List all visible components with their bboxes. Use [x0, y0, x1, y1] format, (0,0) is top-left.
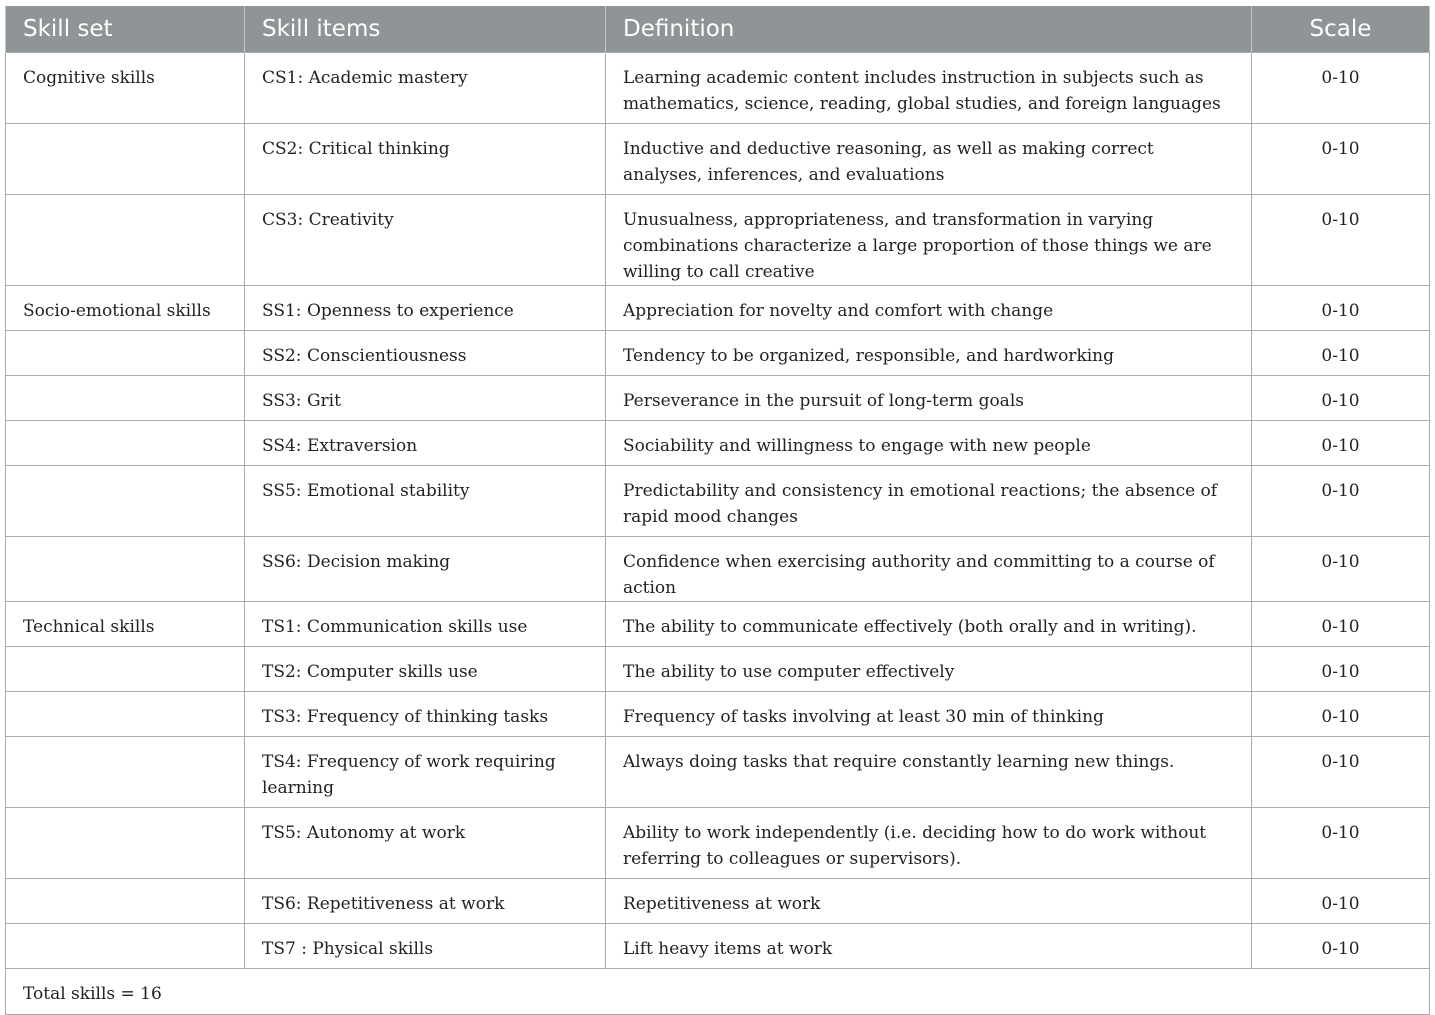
cell-skill-set: [6, 421, 245, 466]
cell-scale: 0-10: [1252, 879, 1430, 924]
cell-definition: Sociability and willingness to engage with new people: [606, 421, 1252, 466]
table-row: [6, 647, 1430, 692]
table-row: [6, 421, 1430, 466]
skills-table: [5, 6, 1430, 1015]
cell-skill-item: SS4: Extraversion: [245, 421, 606, 466]
cell-definition: Perseverance in the pursuit of long-term goals: [606, 376, 1252, 421]
header-definition: Definition: [606, 6, 1252, 53]
cell-scale: 0-10: [1252, 466, 1430, 537]
cell-scale: 0-10: [1252, 331, 1430, 376]
cell-skill-set: Technical skills: [6, 602, 245, 647]
cell-skill-item: SS6: Decision making: [245, 537, 606, 602]
table-row: [6, 331, 1430, 376]
table-row: [6, 602, 1430, 647]
cell-skill-set: [6, 376, 245, 421]
table-row: [6, 286, 1430, 331]
table-row: [6, 692, 1430, 737]
table-row: [6, 737, 1430, 808]
cell-definition: Unusualness, appropriateness, and transformation in varying combinations characterize a large proportion of those things we are willing to call creative: [606, 195, 1252, 286]
cell-skill-item: SS2: Conscientiousness: [245, 331, 606, 376]
header-skill-items: Skill items: [245, 6, 606, 53]
table-row: [6, 879, 1430, 924]
cell-scale: 0-10: [1252, 421, 1430, 466]
cell-definition: Inductive and deductive reasoning, as well as making correct analyses, inferences, and evaluations: [606, 124, 1252, 195]
cell-definition: Tendency to be organized, responsible, and hardworking: [606, 331, 1252, 376]
cell-definition: Repetitiveness at work: [606, 879, 1252, 924]
cell-skill-item: TS2: Computer skills use: [245, 647, 606, 692]
table-row: [6, 808, 1430, 879]
cell-skill-set: [6, 331, 245, 376]
cell-definition: Frequency of tasks involving at least 30 min of thinking: [606, 692, 1252, 737]
cell-skill-item: TS3: Frequency of thinking tasks: [245, 692, 606, 737]
cell-scale: 0-10: [1252, 737, 1430, 808]
cell-skill-set: [6, 195, 245, 286]
table-row: [6, 195, 1430, 286]
cell-scale: 0-10: [1252, 924, 1430, 969]
table-row: [6, 537, 1430, 602]
table-footer-note: Total skills = 16: [6, 969, 1430, 1015]
header-skill-set: Skill set: [6, 6, 245, 53]
cell-definition: Lift heavy items at work: [606, 924, 1252, 969]
cell-skill-set: [6, 647, 245, 692]
cell-skill-item: CS3: Creativity: [245, 195, 606, 286]
cell-skill-set: Cognitive skills: [6, 53, 245, 124]
cell-scale: 0-10: [1252, 537, 1430, 602]
cell-definition: Confidence when exercising authority and committing to a course of action: [606, 537, 1252, 602]
table-header-row: [6, 6, 1430, 53]
cell-skill-item: TS1: Communication skills use: [245, 602, 606, 647]
cell-definition: The ability to communicate effectively (both orally and in writing).: [606, 602, 1252, 647]
cell-definition: Always doing tasks that require constantly learning new things.: [606, 737, 1252, 808]
cell-skill-set: [6, 924, 245, 969]
cell-scale: 0-10: [1252, 602, 1430, 647]
cell-skill-set: [6, 808, 245, 879]
cell-skill-set: [6, 466, 245, 537]
cell-scale: 0-10: [1252, 195, 1430, 286]
cell-definition: Learning academic content includes instruction in subjects such as mathematics, science, reading, global studies, and foreign languages: [606, 53, 1252, 124]
cell-skill-item: CS1: Academic mastery: [245, 53, 606, 124]
cell-scale: 0-10: [1252, 286, 1430, 331]
table-body: [6, 53, 1430, 1015]
table-row: [6, 124, 1430, 195]
cell-skill-item: SS1: Openness to experience: [245, 286, 606, 331]
table-row: [6, 53, 1430, 124]
cell-skill-item: CS2: Critical thinking: [245, 124, 606, 195]
cell-skill-set: [6, 737, 245, 808]
cell-skill-item: SS3: Grit: [245, 376, 606, 421]
cell-definition: Ability to work independently (i.e. deciding how to do work without referring to colleagues or supervisors).: [606, 808, 1252, 879]
table-row: [6, 376, 1430, 421]
cell-skill-set: [6, 537, 245, 602]
cell-scale: 0-10: [1252, 692, 1430, 737]
cell-skill-item: TS7 : Physical skills: [245, 924, 606, 969]
cell-scale: 0-10: [1252, 124, 1430, 195]
cell-skill-item: SS5: Emotional stability: [245, 466, 606, 537]
cell-skill-item: TS6: Repetitiveness at work: [245, 879, 606, 924]
cell-skill-set: [6, 692, 245, 737]
cell-skill-set: [6, 124, 245, 195]
cell-skill-item: TS5: Autonomy at work: [245, 808, 606, 879]
cell-scale: 0-10: [1252, 647, 1430, 692]
table-row: [6, 924, 1430, 969]
cell-definition: The ability to use computer effectively: [606, 647, 1252, 692]
cell-skill-set: Socio-emotional skills: [6, 286, 245, 331]
header-scale: Scale: [1252, 6, 1430, 53]
cell-skill-item: TS4: Frequency of work requiring learning: [245, 737, 606, 808]
cell-scale: 0-10: [1252, 376, 1430, 421]
cell-definition: Appreciation for novelty and comfort with change: [606, 286, 1252, 331]
cell-skill-set: [6, 879, 245, 924]
cell-scale: 0-10: [1252, 808, 1430, 879]
table-row: [6, 466, 1430, 537]
table-footer-row: [6, 969, 1430, 1015]
cell-scale: 0-10: [1252, 53, 1430, 124]
cell-definition: Predictability and consistency in emotional reactions; the absence of rapid mood changes: [606, 466, 1252, 537]
